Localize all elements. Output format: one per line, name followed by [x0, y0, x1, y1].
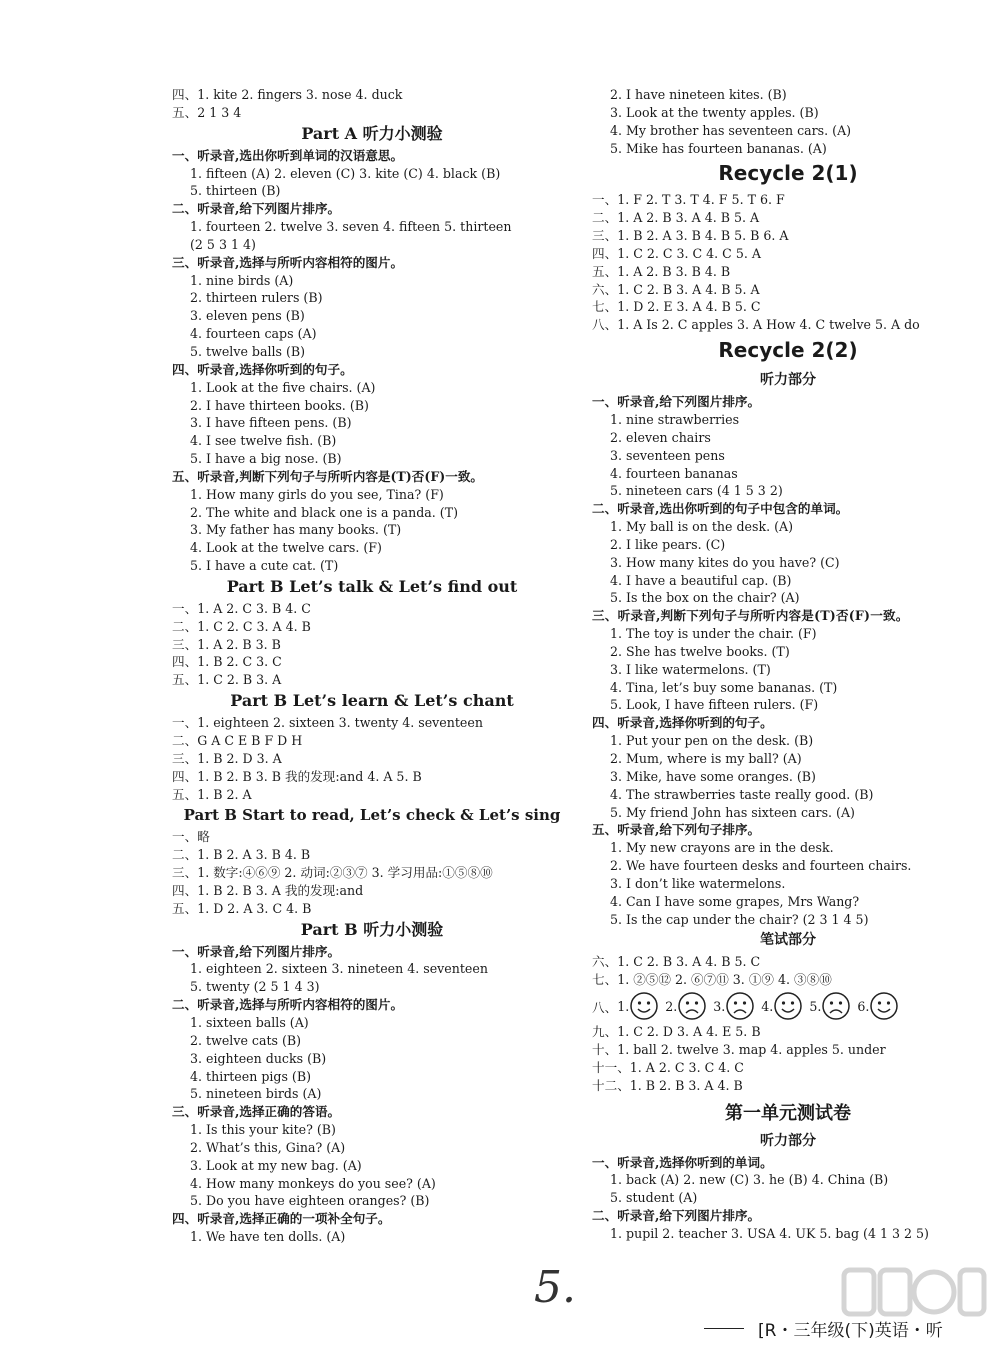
face-answer-number: 2.	[665, 998, 678, 1014]
subsection-heading: 听力部分	[760, 372, 816, 389]
question-line: 五、听录音,判断下列句子与所听内容是(T)否(F)一致。	[172, 468, 484, 484]
answer-line: 四、1. kite 2. fingers 3. nose 4. duck	[172, 87, 403, 102]
answer-line: 一、略	[172, 829, 210, 845]
answer-line: 5. twelve balls (B)	[190, 343, 306, 359]
answer-line: 5. nineteen cars (4 1 5 3 2)	[610, 483, 783, 499]
answer-line: 5. twenty (2 5 1 4 3)	[190, 979, 320, 995]
question-line: 四、听录音,选择你听到的句子。	[592, 715, 773, 731]
answer-line: 5. I have a big nose. (B)	[190, 451, 342, 467]
answer-line: 3. eleven pens (B)	[190, 308, 305, 324]
answer-line: 2. She has twelve books. (T)	[610, 643, 790, 659]
answer-line: 1. sixteen balls (A)	[190, 1014, 309, 1030]
answer-line: 四、1. B 2. C 3. C	[172, 654, 282, 670]
face-answer-item	[761, 991, 803, 1021]
answer-line: (2 5 3 1 4)	[190, 236, 256, 252]
answer-line: 四、1. C 2. C 3. C 4. C 5. A	[592, 245, 761, 261]
answer-line: 十二、1. B 2. B 3. A 4. B	[592, 1077, 743, 1093]
faces-list	[617, 991, 905, 1021]
face-answer-number: 6.	[857, 998, 870, 1014]
subsection-heading: 笔试部分	[760, 932, 816, 949]
sad-face-icon	[821, 991, 851, 1021]
face-answer-number: 5.	[809, 998, 822, 1014]
answer-line: 2. I like pears. (C)	[610, 536, 726, 552]
answer-line: 七、1. ②⑤⑫ 2. ⑥⑦⑪ 3. ①⑨ 4. ③⑧⑩	[592, 972, 832, 988]
answer-line: 1. My new crayons are in the desk.	[610, 840, 834, 856]
answer-line: 3. Look at my new bag. (A)	[190, 1157, 362, 1173]
answer-line: 三、1. A 2. B 3. B	[172, 636, 281, 652]
answer-line: 一、1. eighteen 2. sixteen 3. twenty 4. seventeen	[172, 715, 483, 731]
answer-line: 四、1. B 2. B 3. B 我的发现:and 4. A 5. B	[172, 768, 422, 784]
answer-line: 十、1. ball 2. twelve 3. map 4. apples 5. under	[592, 1041, 886, 1057]
answer-line: 4. Look at the twelve cars. (F)	[190, 540, 382, 556]
answer-line: 3. Mike, have some oranges. (B)	[610, 768, 816, 784]
answer-line: 2. I have thirteen books. (B)	[190, 397, 369, 413]
question-line: 二、听录音,给下列图片排序。	[592, 1208, 761, 1224]
question-line: 四、听录音,选择正确的一项补全句子。	[172, 1211, 391, 1227]
answer-line: 4. How many monkeys do you see? (A)	[190, 1175, 436, 1191]
answer-line: 六、1. C 2. B 3. A 4. B 5. A	[592, 281, 760, 297]
answer-line: 五、1. A 2. B 3. B 4. B	[592, 263, 731, 279]
answer-line: 5. Do you have eighteen oranges? (B)	[190, 1193, 430, 1209]
question-line: 二、听录音,给下列图片排序。	[172, 201, 341, 217]
answer-line: 3. How many kites do you have? (C)	[610, 554, 840, 570]
face-answer-item	[617, 991, 659, 1021]
smiley-face-icon	[773, 991, 803, 1021]
faces-prefix: 八、	[592, 999, 618, 1015]
answer-line: 1. back (A) 2. new (C) 3. he (B) 4. China (B)	[610, 1172, 889, 1188]
section-heading: Part B Let’s learn & Let’s chant	[230, 691, 514, 711]
faces-answer-row	[592, 989, 984, 1023]
sad-face-icon	[725, 991, 755, 1021]
question-line: 三、听录音,选择与所听内容相符的图片。	[172, 254, 404, 270]
answer-line: 5. I have a cute cat. (T)	[190, 558, 339, 574]
section-heading: Part B 听力小测验	[300, 919, 444, 939]
answer-line: 2. eleven chairs	[610, 429, 711, 445]
question-line: 三、听录音,判断下列句子与所听内容是(T)否(F)一致。	[592, 608, 909, 624]
answer-line: 5. Is the box on the chair? (A)	[610, 590, 800, 606]
question-line: 二、听录音,选择与所听内容相符的图片。	[172, 997, 404, 1013]
answer-line: 2. twelve cats (B)	[190, 1032, 302, 1048]
answer-line: 1. eighteen 2. sixteen 3. nineteen 4. seventeen	[190, 961, 488, 977]
answer-line: 3. I have fifteen pens. (B)	[190, 415, 352, 431]
answer-line: 2. We have fourteen desks and fourteen chairs.	[610, 858, 912, 874]
answer-line: 1. nine strawberries	[610, 411, 740, 427]
face-answer-item	[665, 991, 707, 1021]
question-line: 三、听录音,选择正确的答语。	[172, 1104, 341, 1120]
answer-line: 1. fifteen (A) 2. eleven (C) 3. kite (C) 4. black (B)	[190, 165, 501, 181]
right-column	[592, 86, 984, 1243]
answer-line: 4. fourteen caps (A)	[190, 326, 317, 342]
section-heading: Recycle 2(2)	[718, 338, 858, 363]
question-line: 一、听录音,选择你听到的单词。	[592, 1154, 773, 1170]
answer-line: 五、1. B 2. A	[172, 786, 252, 802]
answer-line: 九、1. C 2. D 3. A 4. E 5. B	[592, 1024, 761, 1040]
answer-line: 2. The white and black one is a panda. (T)	[190, 504, 459, 520]
face-answer-number: 3.	[713, 998, 726, 1014]
answer-line: 1. Put your pen on the desk. (B)	[610, 733, 814, 749]
subsection-heading: 听力部分	[760, 1132, 816, 1149]
answer-line: 2. I have nineteen kites. (B)	[610, 87, 787, 102]
answer-line: 5. Is the cap under the chair? (2 3 1 4 5)	[610, 911, 869, 927]
answer-line: 1. We have ten dolls. (A)	[190, 1229, 346, 1245]
answer-line: 5. student (A)	[610, 1190, 698, 1206]
answer-line: 3. seventeen pens	[610, 447, 725, 463]
face-answer-item	[857, 991, 899, 1021]
answer-line: 3. eighteen ducks (B)	[190, 1050, 327, 1066]
answer-line: 4. My brother has seventeen cars. (A)	[610, 122, 852, 138]
face-answer-number: 1.	[617, 998, 630, 1014]
answer-line: 五、2 1 3 4	[172, 104, 242, 120]
answer-line: 5. nineteen birds (A)	[190, 1086, 322, 1102]
watermark-logo	[838, 1262, 988, 1342]
answer-line: 七、1. D 2. E 3. A 4. B 5. C	[592, 299, 761, 315]
smiley-face-icon	[869, 991, 899, 1021]
face-answer-number: 4.	[761, 998, 774, 1014]
answer-line: 2. What’s this, Gina? (A)	[190, 1139, 346, 1155]
section-heading: Part B Let’s talk & Let’s find out	[226, 576, 518, 596]
answer-line: 二、1. C 2. C 3. A 4. B	[172, 618, 311, 634]
question-line: 一、听录音,给下列图片排序。	[592, 394, 761, 410]
answer-line: 4. fourteen bananas	[610, 465, 738, 481]
answer-line: 3. I like watermelons. (T)	[610, 661, 771, 677]
answer-line: 一、1. F 2. T 3. T 4. F 5. T 6. F	[592, 192, 785, 208]
question-line: 一、听录音,选出你听到单词的汉语意思。	[172, 147, 404, 163]
question-line: 五、听录音,给下列句子排序。	[592, 822, 761, 838]
answer-line: 五、1. C 2. B 3. A	[172, 672, 282, 688]
answer-line: 4. thirteen pigs (B)	[190, 1068, 312, 1084]
answer-line: 1. Is this your kite? (B)	[190, 1122, 336, 1138]
answer-line: 3. Look at the twenty apples. (B)	[610, 104, 819, 120]
answer-line: 三、1. 数字:④⑥⑨ 2. 动词:②③⑦ 3. 学习用品:①⑤⑧⑩	[172, 865, 493, 881]
footer-label: [R・三年级(下)英语・听	[758, 1321, 943, 1341]
answer-line: 4. Tina, let’s buy some bananas. (T)	[610, 679, 838, 695]
answer-line: 5. Mike has fourteen bananas. (A)	[610, 140, 827, 156]
answer-line: 二、1. B 2. A 3. B 4. B	[172, 847, 311, 863]
answer-line: 5. Look, I have fifteen rulers. (F)	[610, 697, 819, 713]
answer-line: 5. thirteen (B)	[190, 183, 281, 199]
answer-line: 4. I have a beautiful cap. (B)	[610, 572, 792, 588]
answer-line: 四、1. B 2. B 3. A 我的发现:and	[172, 882, 364, 898]
question-line: 二、听录音,选出你听到的句子中包含的单词。	[592, 501, 849, 517]
answer-line: 十一、1. A 2. C 3. C 4. C	[592, 1059, 744, 1075]
answer-line: 1. The toy is under the chair. (F)	[610, 626, 817, 642]
question-line: 四、听录音,选择你听到的句子。	[172, 361, 353, 377]
handwritten-page-mark: 5.	[534, 1262, 576, 1313]
smiley-face-icon	[629, 991, 659, 1021]
answer-line: 1. fourteen 2. twelve 3. seven 4. fifteen 5. thirteen	[190, 219, 512, 235]
section-heading: Recycle 2(1)	[718, 161, 858, 186]
footer-rule	[704, 1328, 744, 1329]
left-column	[172, 86, 572, 1246]
answer-line: 1. pupil 2. teacher 3. USA 4. UK 5. bag (4 1 3 2 5)	[610, 1225, 929, 1241]
answer-line: 六、1. C 2. B 3. A 4. B 5. C	[592, 954, 761, 970]
answer-line: 4. I see twelve fish. (B)	[190, 433, 337, 449]
face-answer-item	[809, 991, 851, 1021]
answer-line: 1. Look at the five chairs. (A)	[190, 379, 376, 395]
answer-line: 二、G A C E B F D H	[172, 733, 303, 748]
sad-face-icon	[677, 991, 707, 1021]
question-line: 一、听录音,给下列图片排序。	[172, 943, 341, 959]
answer-line: 三、1. B 2. A 3. B 4. B 5. B 6. A	[592, 228, 789, 244]
answer-line: 1. nine birds (A)	[190, 272, 294, 288]
answer-line: 4. The strawberries taste really good. (B)	[610, 786, 874, 802]
section-heading: 第一单元测试卷	[725, 1102, 851, 1124]
answer-line: 三、1. B 2. D 3. A	[172, 750, 282, 766]
answer-line: 3. I don’t like watermelons.	[610, 875, 786, 891]
answer-line: 1. How many girls do you see, Tina? (F)	[190, 486, 444, 502]
answer-line: 2. thirteen rulers (B)	[190, 290, 323, 306]
section-heading: Part A 听力小测验	[301, 123, 443, 143]
section-heading: Part B Start to read, Let’s check & Let’s sing	[183, 806, 561, 825]
answer-line: 3. My father has many books. (T)	[190, 522, 402, 538]
answer-line: 一、1. A 2. C 3. B 4. C	[172, 600, 311, 616]
answer-line: 八、1. A Is 2. C apples 3. A How 4. C twelve 5. A do	[592, 317, 920, 333]
answer-line: 2. Mum, where is my ball? (A)	[610, 751, 802, 766]
answer-line: 五、1. D 2. A 3. C 4. B	[172, 900, 312, 916]
answer-line: 1. My ball is on the desk. (A)	[610, 519, 794, 535]
answer-line: 4. Can I have some grapes, Mrs Wang?	[610, 893, 860, 909]
answer-line: 二、1. A 2. B 3. A 4. B 5. A	[592, 210, 760, 226]
face-answer-item	[713, 991, 755, 1021]
answer-line: 5. My friend John has sixteen cars. (A)	[610, 804, 855, 820]
